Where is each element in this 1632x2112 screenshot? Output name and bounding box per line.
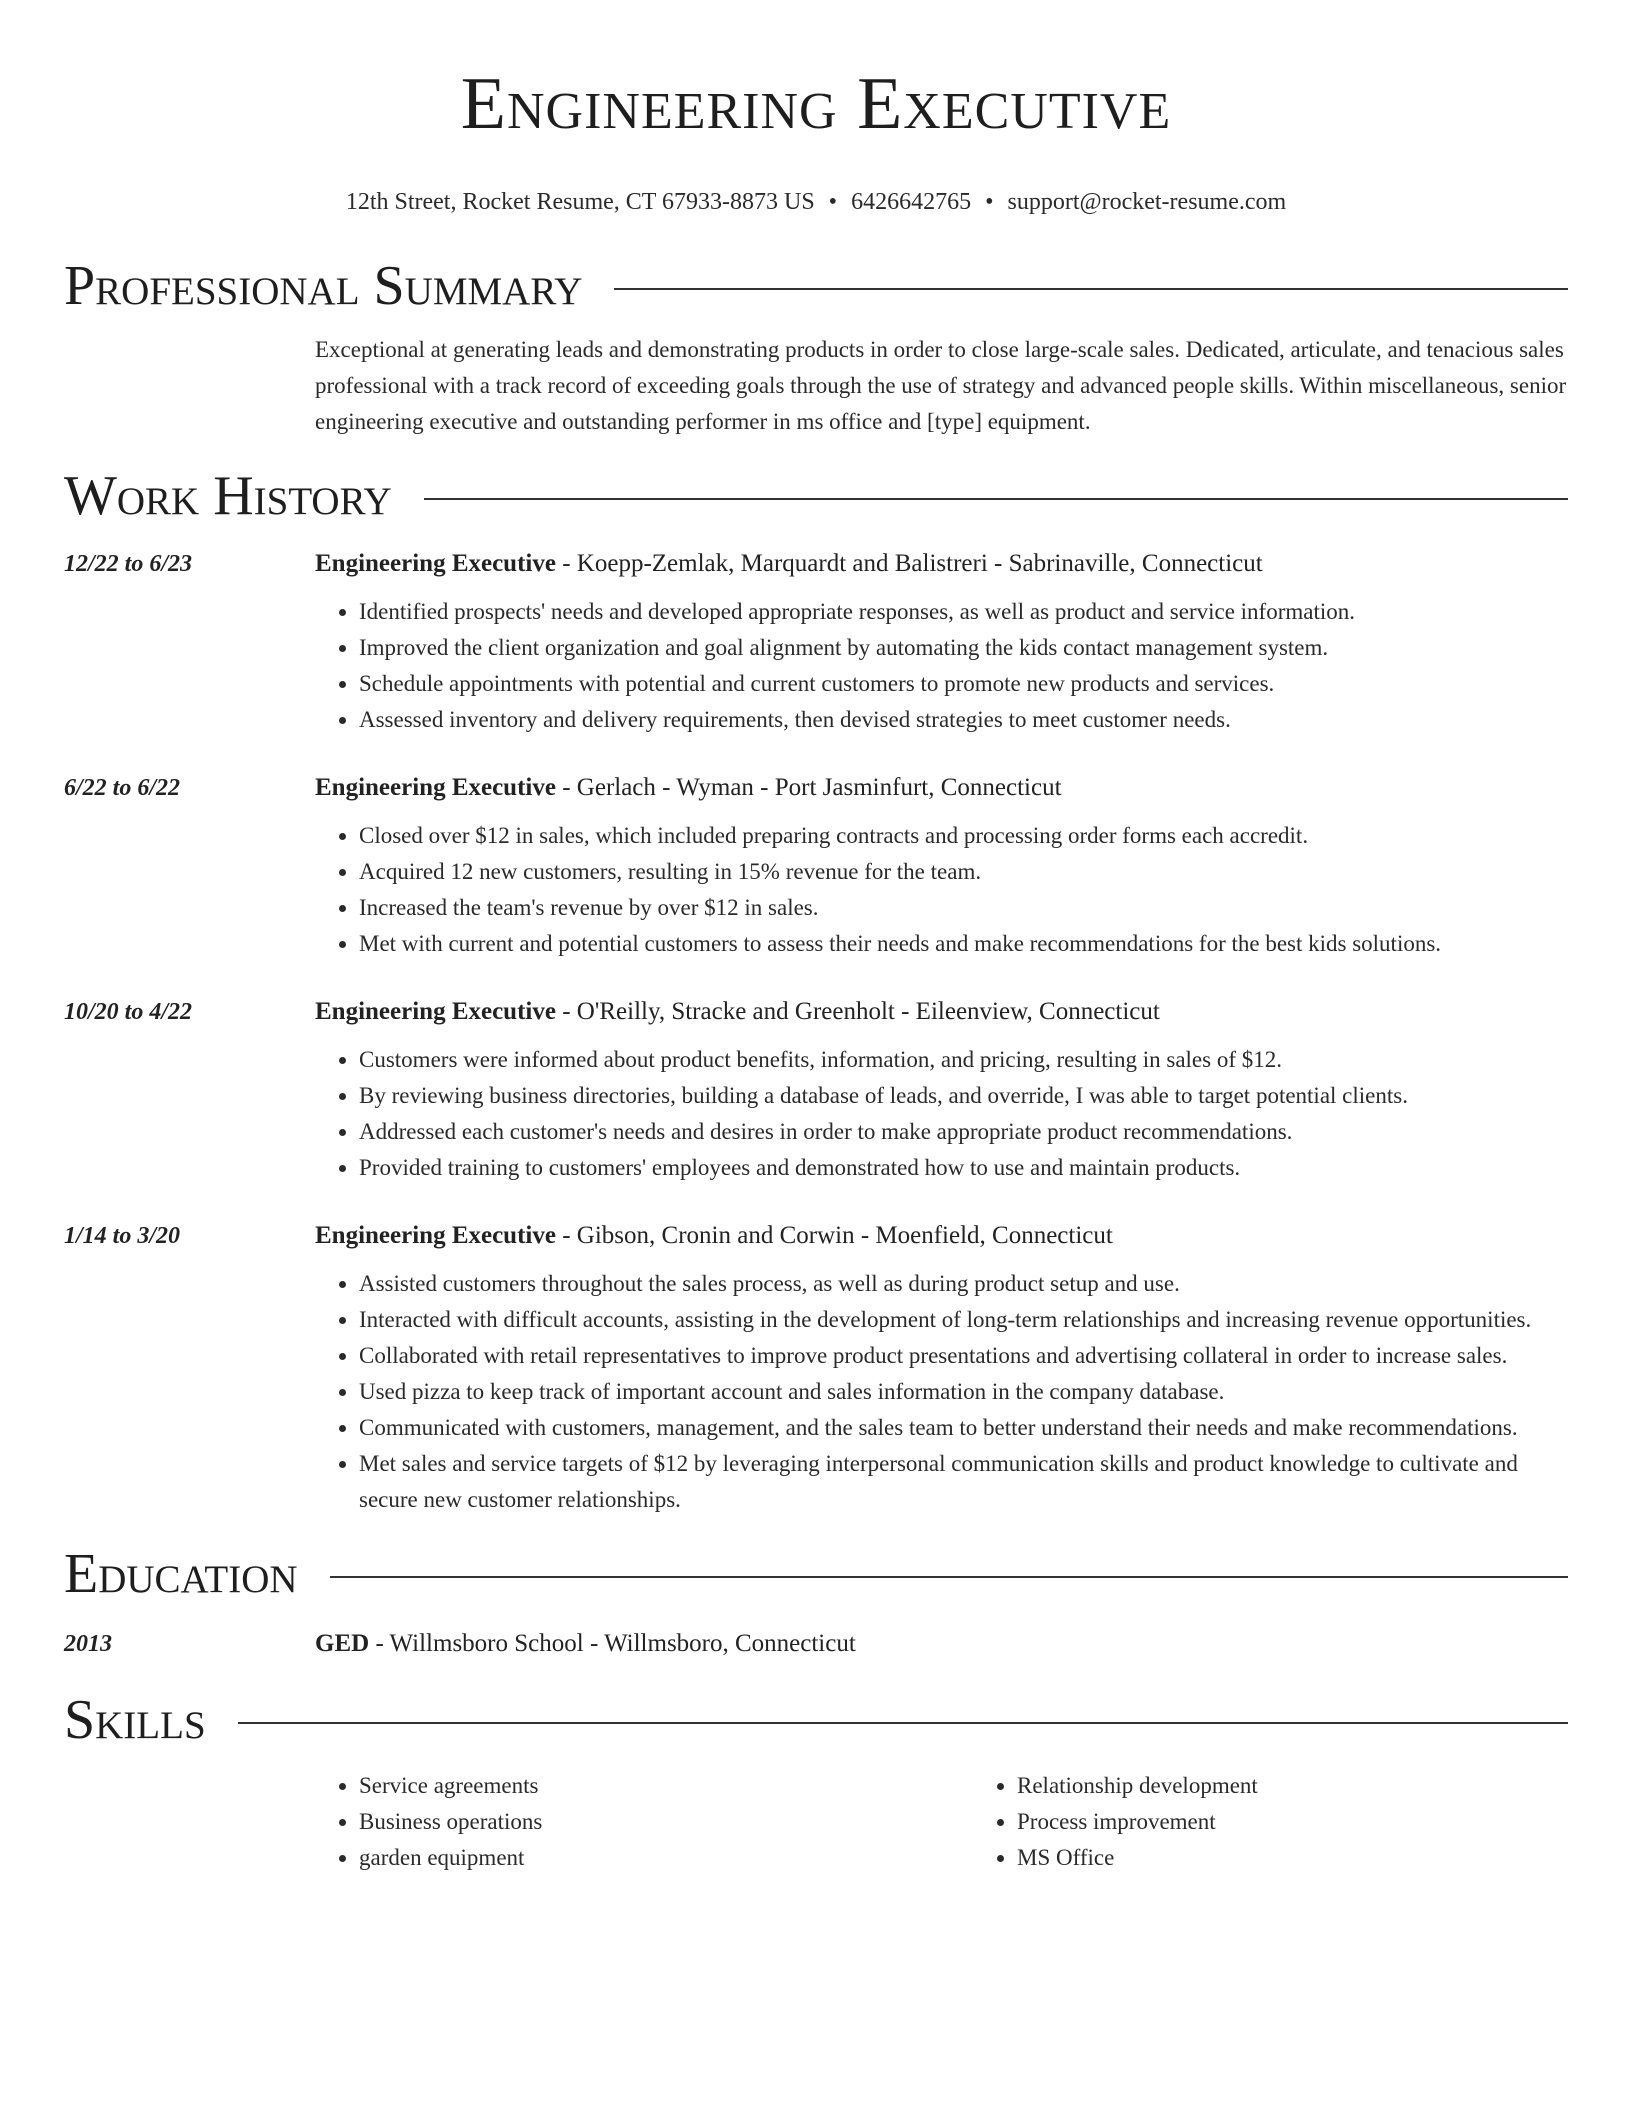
education-entry — [64, 1628, 1568, 1660]
job-bullets-row — [64, 1252, 1568, 1518]
job-bullets-row — [64, 1028, 1568, 1186]
job-bullet: • Identified prospects' needs and developed appropriate responses, as well as product and service information. — [359, 594, 1568, 630]
job-bullet: • Assisted customers throughout the sales process, as well as during product setup and use. — [359, 1266, 1568, 1302]
job-bullet-list — [315, 1266, 1568, 1518]
education-year: 2013 — [64, 1631, 112, 1657]
skills-container — [315, 1754, 1631, 1876]
job-entry — [64, 772, 1568, 962]
job-bullet: • By reviewing business directories, building a database of leads, and override, I was able to target potential clients. — [359, 1078, 1568, 1114]
skill-item: • Process improvement — [1017, 1804, 1631, 1840]
job-title: Engineering Executive — [315, 774, 556, 801]
job-details: - Koepp-Zemlak, Marquardt and Balistreri - Sabrinaville, Connecticut — [555, 550, 1263, 577]
job-bullet: • Assessed inventory and delivery requirements, then devised strategies to meet customer needs. — [359, 702, 1568, 738]
work-heading: Work History — [64, 465, 392, 527]
education-details: - Willmsboro School - Willmsboro, Connecticut — [369, 1630, 856, 1657]
job-bullets-container — [315, 580, 1568, 738]
job-entry — [64, 548, 1568, 738]
job-details: - Gibson, Cronin and Corwin - Moenfield, Connecticut — [555, 1222, 1113, 1249]
job-bullet-list — [315, 594, 1568, 738]
job-details: - Gerlach - Wyman - Port Jasminfurt, Connecticut — [555, 774, 1062, 801]
education-line — [315, 1628, 1568, 1660]
summary-section-header — [64, 252, 1568, 320]
job-details: - O'Reilly, Stracke and Greenholt - Eileenview, Connecticut — [555, 998, 1160, 1025]
job-title-line — [315, 1220, 1568, 1252]
job-bullets-container — [315, 1028, 1568, 1186]
job-bullet-list — [315, 1042, 1568, 1186]
job-header-row — [64, 772, 1568, 804]
job-header-row — [64, 1220, 1568, 1252]
job-bullet: • Interacted with difficult accounts, assisting in the development of long-term relationships and increasing revenue opportunities. — [359, 1302, 1568, 1338]
job-bullet: • Addressed each customer's needs and desires in order to make appropriate product recommendations. — [359, 1114, 1568, 1150]
job-bullet: • Improved the client organization and goal alignment by automating the kids contact management system. — [359, 630, 1568, 666]
job-title-line — [315, 772, 1568, 804]
contact-separator: • — [985, 189, 994, 215]
skills-grid — [315, 1768, 1631, 1876]
job-bullets-row — [64, 580, 1568, 738]
job-dates: 1/14 to 3/20 — [64, 1223, 181, 1249]
summary-text: Exceptional at generating leads and demonstrating products in order to close large-scale sales. Dedicated, articulate, and tenacious sales professional with a track record of exceeding goals through the use of strategy and advanced people skills. Within miscellaneous, senior engineering executive and outstanding performer in ms office and [type] equipment. — [315, 337, 1567, 434]
summary-row — [64, 320, 1568, 440]
skills-heading: Skills — [64, 1689, 206, 1751]
skills-list-right — [973, 1768, 1631, 1876]
job-bullet: • Schedule appointments with potential and current customers to promote new products and services. — [359, 666, 1568, 702]
skills-section-header — [64, 1686, 1568, 1754]
job-bullets-container — [315, 1252, 1568, 1518]
job-title-line — [315, 996, 1568, 1028]
job-bullets-container — [315, 804, 1568, 962]
job-title-line — [315, 548, 1568, 580]
skill-item: • garden equipment — [359, 1840, 973, 1876]
job-bullet: • Increased the team's revenue by over $12 in sales. — [359, 890, 1568, 926]
job-dates: 6/22 to 6/22 — [64, 775, 181, 801]
summary-heading: Professional Summary — [64, 255, 583, 317]
section-divider — [238, 1722, 1568, 1724]
job-bullet: • Closed over $12 in sales, which included preparing contracts and processing order forms each accredit. — [359, 818, 1568, 854]
job-header-row — [64, 996, 1568, 1028]
skills-row — [64, 1754, 1568, 1876]
contact-separator: • — [828, 189, 838, 215]
job-spacer — [64, 1028, 315, 1186]
job-dates: 12/22 to 6/23 — [64, 551, 193, 577]
section-divider — [330, 1576, 1568, 1578]
skill-item: • Service agreements — [359, 1768, 973, 1804]
skills-list-left — [315, 1768, 973, 1876]
contact-email: support@rocket-resume.com — [1007, 189, 1287, 215]
section-divider — [424, 498, 1568, 500]
job-bullet: • Met with current and potential customers to assess their needs and make recommendations for the best kids solutions. — [359, 926, 1568, 962]
work-section-header — [64, 462, 1568, 530]
job-entry — [64, 1220, 1568, 1518]
skill-item: • Business operations — [359, 1804, 973, 1840]
job-title: Engineering Executive — [315, 550, 556, 577]
resume-name: Engineering Executive — [460, 63, 1172, 145]
job-bullet: • Customers were informed about product benefits, information, and pricing, resulting in sales of $12. — [359, 1042, 1568, 1078]
job-spacer — [64, 1252, 315, 1518]
job-bullet: • Collaborated with retail representatives to improve product presentations and advertising collateral in order to increase sales. — [359, 1338, 1568, 1374]
job-bullet: • Communicated with customers, management, and the sales team to better understand their needs and make recommendations. — [359, 1410, 1568, 1446]
job-spacer — [64, 804, 315, 962]
section-divider — [614, 288, 1568, 290]
job-bullet: • Met sales and service targets of $12 by leveraging interpersonal communication skills and product knowledge to cultivate and secure new customer relationships. — [359, 1446, 1568, 1518]
job-bullet: • Used pizza to keep track of important account and sales information in the company database. — [359, 1374, 1568, 1410]
job-spacer — [64, 580, 315, 738]
summary-spacer — [64, 320, 315, 440]
education-degree: GED — [315, 1630, 370, 1657]
job-bullets-row — [64, 804, 1568, 962]
education-heading: Education — [64, 1543, 298, 1605]
job-title: Engineering Executive — [315, 998, 556, 1025]
contact-phone: 6426642765 — [851, 189, 972, 215]
job-dates: 10/20 to 4/22 — [64, 999, 193, 1025]
skills-spacer — [64, 1754, 315, 1876]
education-section-header — [64, 1540, 1568, 1608]
job-title: Engineering Executive — [315, 1222, 556, 1249]
contact-address: 12th Street, Rocket Resume, CT 67933-8873 US — [345, 189, 815, 215]
skill-item: • Relationship development — [1017, 1768, 1631, 1804]
job-entry — [64, 996, 1568, 1186]
job-bullet-list — [315, 818, 1568, 962]
job-header-row — [64, 548, 1568, 580]
job-bullet: • Acquired 12 new customers, resulting in 15% revenue for the team. — [359, 854, 1568, 890]
skill-item: • MS Office — [1017, 1840, 1631, 1876]
contact-line — [64, 186, 1568, 218]
job-bullet: • Provided training to customers' employees and demonstrated how to use and maintain products. — [359, 1150, 1568, 1186]
